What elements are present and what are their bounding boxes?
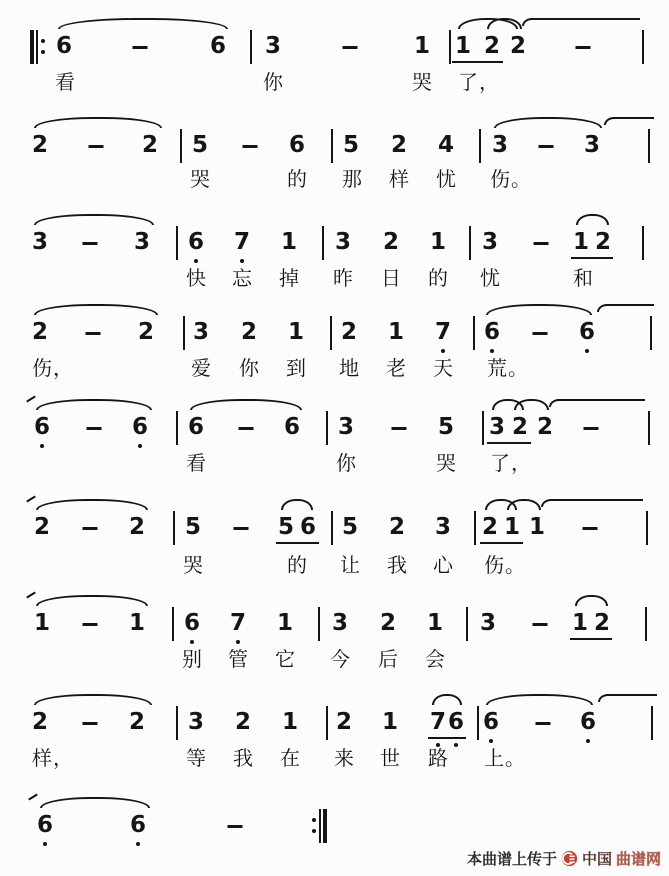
duration-dash xyxy=(86,332,101,335)
note-number: 2 xyxy=(234,709,252,735)
note-number: 2 xyxy=(128,709,146,735)
lyric-char: 忘 xyxy=(232,266,253,290)
note-number: 1 xyxy=(426,610,444,636)
note-number: 1 xyxy=(571,610,589,636)
duration-dash xyxy=(83,527,98,530)
barline xyxy=(645,607,647,641)
note-number: 1 xyxy=(287,319,305,345)
note-number: 5 xyxy=(277,514,295,540)
lyric-char: 的 xyxy=(287,167,308,191)
duration-dash xyxy=(534,242,549,245)
note-number: 6 xyxy=(578,319,596,345)
barline xyxy=(482,411,484,445)
note-number: 6 xyxy=(288,132,306,158)
duration-dash xyxy=(234,527,249,530)
tie-slur-arc xyxy=(36,499,148,510)
lyric-char: 你 xyxy=(239,356,260,380)
tie-continuation-line xyxy=(597,304,654,312)
note-number: 2 xyxy=(382,229,400,255)
lyric-char: 日 xyxy=(381,266,402,290)
note-number: 5 xyxy=(184,514,202,540)
duration-dash xyxy=(583,527,598,530)
lyric-char: 爱 xyxy=(191,356,212,380)
low-octave-dot xyxy=(43,842,47,846)
note-number: 3 xyxy=(192,319,210,345)
site-logo-icon xyxy=(561,850,578,867)
barline xyxy=(183,316,185,350)
note-number: 2 xyxy=(137,319,155,345)
note-number: 1 xyxy=(381,709,399,735)
eighth-note-beam xyxy=(452,61,503,63)
duration-dash xyxy=(584,427,599,430)
duration-dash xyxy=(83,623,98,626)
barline xyxy=(642,30,644,64)
lyric-char: 心 xyxy=(433,553,454,577)
tie-slur-arc xyxy=(34,694,152,705)
lyric-char: 来 xyxy=(334,746,355,770)
note-number: 3 xyxy=(488,414,506,440)
tie-slur-arc xyxy=(432,694,462,705)
tie-slur-arc xyxy=(494,117,602,128)
lyric-char: 看 xyxy=(55,70,76,94)
note-number: 7 xyxy=(434,319,452,345)
repeat-dot xyxy=(312,818,316,822)
note-number: 7 xyxy=(429,709,447,735)
note-number: 6 xyxy=(131,414,149,440)
eighth-note-beam xyxy=(480,542,523,544)
duration-dash xyxy=(228,825,243,828)
lyric-char: 你 xyxy=(336,451,357,475)
note-number: 7 xyxy=(233,229,251,255)
note-number: 1 xyxy=(33,610,51,636)
note-number: 6 xyxy=(447,709,465,735)
note-number: 2 xyxy=(335,709,353,735)
tie-slur-arc xyxy=(36,399,152,410)
eighth-note-beam xyxy=(487,442,531,444)
note-number: 2 xyxy=(128,514,146,540)
lyric-char: 掉 xyxy=(279,266,300,290)
note-number: 5 xyxy=(342,132,360,158)
note-number: 2 xyxy=(536,414,554,440)
note-number: 2 xyxy=(388,514,406,540)
barline xyxy=(172,607,174,641)
barline xyxy=(173,511,175,545)
duration-dash xyxy=(343,46,358,49)
tie-slur-arc xyxy=(34,117,162,128)
barline xyxy=(466,607,468,641)
note-number: 1 xyxy=(429,229,447,255)
barline xyxy=(650,316,652,350)
barline xyxy=(469,226,471,260)
lyric-char: 在 xyxy=(280,746,301,770)
note-number: 6 xyxy=(187,229,205,255)
repeat-dot xyxy=(312,829,316,833)
note-number: 1 xyxy=(387,319,405,345)
note-number: 4 xyxy=(437,132,455,158)
lyric-char: 世 xyxy=(380,746,401,770)
barline xyxy=(479,129,481,163)
barline xyxy=(651,706,653,740)
tie-slur-arc xyxy=(487,18,522,29)
duration-dash xyxy=(89,145,104,148)
barline xyxy=(318,607,320,641)
lyric-char: 让 xyxy=(340,553,361,577)
duration-dash xyxy=(576,46,591,49)
lyric-char: 忧 xyxy=(436,167,457,191)
repeat-dot xyxy=(41,39,45,43)
note-number: 2 xyxy=(31,132,49,158)
barline xyxy=(326,706,328,740)
note-number: 1 xyxy=(128,610,146,636)
lyric-char: 样， xyxy=(32,746,74,770)
duration-dash xyxy=(533,332,548,335)
lyric-char: 快 xyxy=(186,266,207,290)
tie-continuation-line xyxy=(604,117,654,125)
duration-dash xyxy=(83,242,98,245)
barline xyxy=(474,511,476,545)
repeat-thick-bar xyxy=(323,809,327,843)
low-octave-dot xyxy=(40,444,44,448)
barline xyxy=(326,411,328,445)
duration-dash xyxy=(536,722,551,725)
repeat-thin-bar xyxy=(36,30,38,64)
duration-dash xyxy=(83,722,98,725)
note-number: 1 xyxy=(280,229,298,255)
lyric-char: 昨 xyxy=(333,266,354,290)
tie-start-tick xyxy=(26,496,36,503)
lyric-char: 会 xyxy=(425,647,446,671)
low-octave-dot xyxy=(136,842,140,846)
lyric-char: 和 xyxy=(573,266,594,290)
tie-continuation-line xyxy=(549,399,645,407)
tie-start-tick xyxy=(26,592,36,599)
lyric-char: 上。 xyxy=(484,746,526,770)
note-number: 1 xyxy=(281,709,299,735)
low-octave-dot xyxy=(585,349,589,353)
note-number: 3 xyxy=(583,132,601,158)
low-octave-dot xyxy=(454,743,458,747)
lyric-char: 的 xyxy=(428,266,449,290)
note-number: 1 xyxy=(454,33,472,59)
duration-dash xyxy=(392,427,407,430)
lyric-char: 了， xyxy=(490,451,532,475)
tie-slur-arc xyxy=(576,214,609,225)
tie-slur-arc xyxy=(190,399,302,410)
lyric-char: 你 xyxy=(263,70,284,94)
note-number: 6 xyxy=(283,414,301,440)
tie-slur-arc xyxy=(486,694,593,705)
lyric-char: 荒。 xyxy=(487,356,529,380)
repeat-thin-bar xyxy=(319,809,321,843)
duration-dash xyxy=(133,46,148,49)
tie-slur-arc xyxy=(575,595,608,606)
barline xyxy=(642,226,644,260)
note-number: 6 xyxy=(36,812,54,838)
note-number: 2 xyxy=(481,514,499,540)
lyric-char: 伤。 xyxy=(484,553,526,577)
note-number: 2 xyxy=(594,229,612,255)
note-number: 5 xyxy=(341,514,359,540)
barline xyxy=(646,511,648,545)
lyric-char: 伤， xyxy=(32,356,74,380)
duration-dash xyxy=(87,427,102,430)
note-number: 1 xyxy=(413,33,431,59)
lyric-char: 哭 xyxy=(190,167,211,191)
watermark xyxy=(467,845,661,871)
lyric-char: 我 xyxy=(233,746,254,770)
barline xyxy=(473,316,475,350)
note-number: 2 xyxy=(509,33,527,59)
duration-dash xyxy=(239,427,254,430)
lyric-char: 哭 xyxy=(412,70,433,94)
tie-slur-arc xyxy=(507,499,541,510)
duration-dash xyxy=(243,145,258,148)
note-number: 2 xyxy=(390,132,408,158)
note-number: 6 xyxy=(55,33,73,59)
tie-continuation-line xyxy=(541,499,643,507)
eighth-note-beam xyxy=(276,542,319,544)
lyric-char: 我 xyxy=(387,553,408,577)
lyric-char: 看 xyxy=(186,451,207,475)
repeat-start-sign xyxy=(30,30,46,64)
note-number: 7 xyxy=(229,610,247,636)
repeat-end-sign xyxy=(312,809,328,843)
low-octave-dot xyxy=(586,739,590,743)
eighth-note-beam xyxy=(571,257,613,259)
barline xyxy=(176,226,178,260)
barline xyxy=(477,706,479,740)
note-number: 3 xyxy=(434,514,452,540)
lyric-char: 伤。 xyxy=(490,167,532,191)
duration-dash xyxy=(539,145,554,148)
lyric-char: 路 xyxy=(428,746,449,770)
note-number: 6 xyxy=(482,709,500,735)
watermark-prefix: 本曲谱上传于 xyxy=(466,849,557,868)
barline xyxy=(330,316,332,350)
barline xyxy=(176,706,178,740)
barline xyxy=(331,129,333,163)
note-number: 1 xyxy=(528,514,546,540)
lyric-char: 它 xyxy=(275,647,296,671)
repeat-thick-bar xyxy=(30,30,34,64)
note-number: 6 xyxy=(483,319,501,345)
note-number: 6 xyxy=(209,33,227,59)
note-number: 2 xyxy=(31,709,49,735)
lyric-char: 到 xyxy=(286,356,307,380)
note-number: 3 xyxy=(331,610,349,636)
tie-slur-arc xyxy=(34,214,154,225)
note-number: 2 xyxy=(340,319,358,345)
note-number: 2 xyxy=(31,319,49,345)
note-number: 6 xyxy=(187,414,205,440)
note-number: 3 xyxy=(334,229,352,255)
note-number: 2 xyxy=(511,414,529,440)
note-number: 3 xyxy=(187,709,205,735)
barline xyxy=(648,411,650,445)
barline xyxy=(322,226,324,260)
lyric-char: 样 xyxy=(389,167,410,191)
note-number: 5 xyxy=(191,132,209,158)
lyric-char: 天 xyxy=(433,356,454,380)
tie-start-tick xyxy=(26,396,36,403)
note-number: 3 xyxy=(133,229,151,255)
note-number: 6 xyxy=(183,610,201,636)
lyric-char: 地 xyxy=(339,356,360,380)
note-number: 3 xyxy=(481,229,499,255)
tie-slur-arc xyxy=(514,399,549,410)
note-number: 2 xyxy=(240,319,258,345)
tie-continuation-line xyxy=(598,694,657,702)
tie-slur-arc xyxy=(58,18,228,29)
watermark-site-name-strong: 中国 xyxy=(581,849,612,868)
tie-slur-arc xyxy=(486,304,592,315)
lyric-char: 今 xyxy=(330,647,351,671)
watermark-site-name-light: 曲谱网 xyxy=(615,849,661,868)
barline xyxy=(331,511,333,545)
note-number: 2 xyxy=(483,33,501,59)
barline xyxy=(250,30,252,64)
tie-continuation-line xyxy=(522,18,640,26)
lyric-char: 哭 xyxy=(436,451,457,475)
tie-slur-arc xyxy=(36,595,148,606)
note-number: 2 xyxy=(593,610,611,636)
barline xyxy=(449,30,451,64)
tie-slur-arc xyxy=(281,499,313,510)
note-number: 3 xyxy=(337,414,355,440)
note-number: 3 xyxy=(479,610,497,636)
note-number: 6 xyxy=(129,812,147,838)
tie-start-tick xyxy=(28,794,38,801)
lyric-char: 那 xyxy=(342,167,363,191)
note-number: 3 xyxy=(491,132,509,158)
note-number: 2 xyxy=(33,514,51,540)
note-number: 6 xyxy=(299,514,317,540)
lyric-char: 忧 xyxy=(480,266,501,290)
lyric-char: 的 xyxy=(287,553,308,577)
duration-dash xyxy=(533,623,548,626)
low-octave-dot xyxy=(138,444,142,448)
note-number: 5 xyxy=(437,414,455,440)
note-number: 6 xyxy=(33,414,51,440)
lyric-char: 哭 xyxy=(183,553,204,577)
lyric-char: 等 xyxy=(186,746,207,770)
barline xyxy=(176,411,178,445)
note-number: 1 xyxy=(503,514,521,540)
lyric-char: 老 xyxy=(386,356,407,380)
lyric-char: 了， xyxy=(458,70,500,94)
repeat-dot xyxy=(41,50,45,54)
lyric-char: 别 xyxy=(182,647,203,671)
tie-slur-arc xyxy=(40,797,150,808)
note-number: 1 xyxy=(572,229,590,255)
barline xyxy=(180,129,182,163)
note-number: 2 xyxy=(141,132,159,158)
lyric-char: 后 xyxy=(378,647,399,671)
note-number: 6 xyxy=(579,709,597,735)
eighth-note-beam xyxy=(428,737,466,739)
eighth-note-beam xyxy=(570,638,612,640)
note-number: 3 xyxy=(264,33,282,59)
barline xyxy=(648,129,650,163)
note-number: 1 xyxy=(276,610,294,636)
note-number: 2 xyxy=(379,610,397,636)
tie-slur-arc xyxy=(34,304,158,315)
lyric-char: 管 xyxy=(228,647,249,671)
note-number: 3 xyxy=(31,229,49,255)
